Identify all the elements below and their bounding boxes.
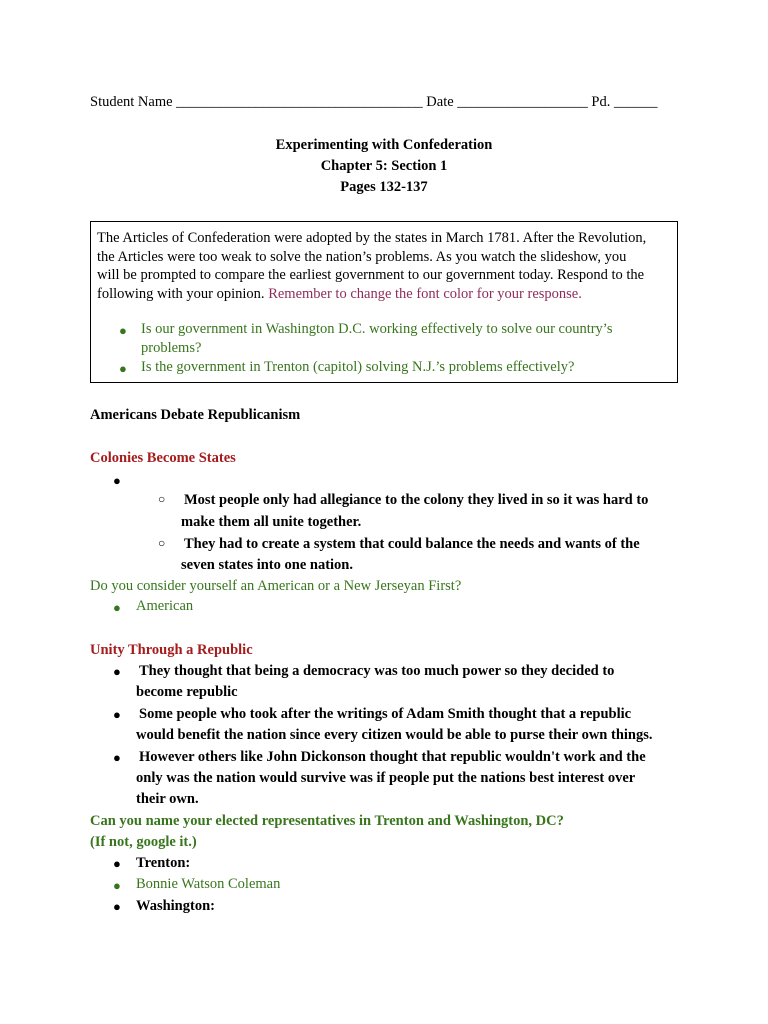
unity-item-line: only was the nation would survive was if people put the nations best interest over [136, 770, 636, 786]
intro-line: The Articles of Confederation were adopted by the states in March 1781. After the Revolution, [97, 230, 647, 246]
intro-line: will be prompted to compare the earliest government to our government today. Respond to the [97, 267, 645, 283]
intro-highlight-text: Remember to change the font color for your response. [268, 286, 582, 302]
pages-subtitle: Pages 132-137 [340, 179, 428, 195]
trenton-label: Trenton: [136, 855, 191, 871]
colonies-question: Do you consider yourself an American or a New Jerseyan First? [90, 578, 462, 594]
colonies-answer: American [136, 598, 194, 614]
unity-item-line: would benefit the nation since every citizen would be able to purse their own things. [136, 727, 653, 743]
bullet-icon: ● [119, 323, 127, 338]
bullet-icon: ● [113, 707, 121, 722]
bullet-icon: ● [113, 664, 121, 679]
question-line: Is our government in Washington D.C. working effectively to solve our country’s [141, 321, 613, 337]
bullet-icon: ● [113, 600, 121, 615]
circle-bullet-icon: ○ [158, 536, 166, 550]
unity-heading: Unity Through a Republic [90, 642, 253, 658]
representatives-hint: (If not, google it.) [90, 834, 197, 850]
bullet-icon: ● [113, 899, 121, 914]
question-line: Is the government in Trenton (capitol) solving N.J.’s problems effectively? [141, 359, 575, 375]
intro-plain-text: following with your opinion. [97, 286, 269, 302]
section-heading: Americans Debate Republicanism [90, 407, 301, 423]
circle-bullet-icon: ○ [158, 492, 166, 506]
trenton-answer: Bonnie Watson Coleman [136, 876, 281, 892]
chapter-subtitle: Chapter 5: Section 1 [320, 158, 448, 174]
bullet-icon: ● [113, 473, 121, 488]
question-line: problems? [141, 340, 202, 356]
representatives-question: Can you name your elected representatives in Trenton and Washington, DC? [90, 813, 564, 829]
bullet-icon: ● [119, 361, 127, 376]
washington-label: Washington: [136, 898, 215, 914]
unity-item-line: Some people who took after the writings of Adam Smith thought that a republic [139, 706, 632, 722]
intro-line [97, 286, 582, 303]
bullet-icon: ● [113, 750, 121, 765]
intro-line: the Articles were too weak to solve the nation’s problems. As you watch the slideshow, you [97, 249, 627, 265]
unity-item-line: However others like John Dickonson thought that republic wouldn't work and the [139, 749, 646, 765]
page-title: Experimenting with Confederation [275, 137, 493, 153]
bullet-icon: ● [113, 856, 121, 871]
sub-item-line: They had to create a system that could balance the needs and wants of the [184, 536, 640, 552]
bullet-icon: ● [113, 878, 121, 893]
sub-item-line: seven states into one nation. [181, 557, 353, 573]
sub-item-line: make them all unite together. [181, 514, 362, 530]
unity-item-line: They thought that being a democracy was too much power so they decided to [139, 663, 615, 679]
unity-item-line: become republic [136, 684, 238, 700]
unity-item-line: their own. [136, 791, 199, 807]
student-info-line: Student Name __________________________________ Date __________________ Pd. ______ [90, 94, 658, 110]
sub-item-line: Most people only had allegiance to the colony they lived in so it was hard to [184, 492, 649, 508]
colonies-heading: Colonies Become States [90, 450, 236, 466]
